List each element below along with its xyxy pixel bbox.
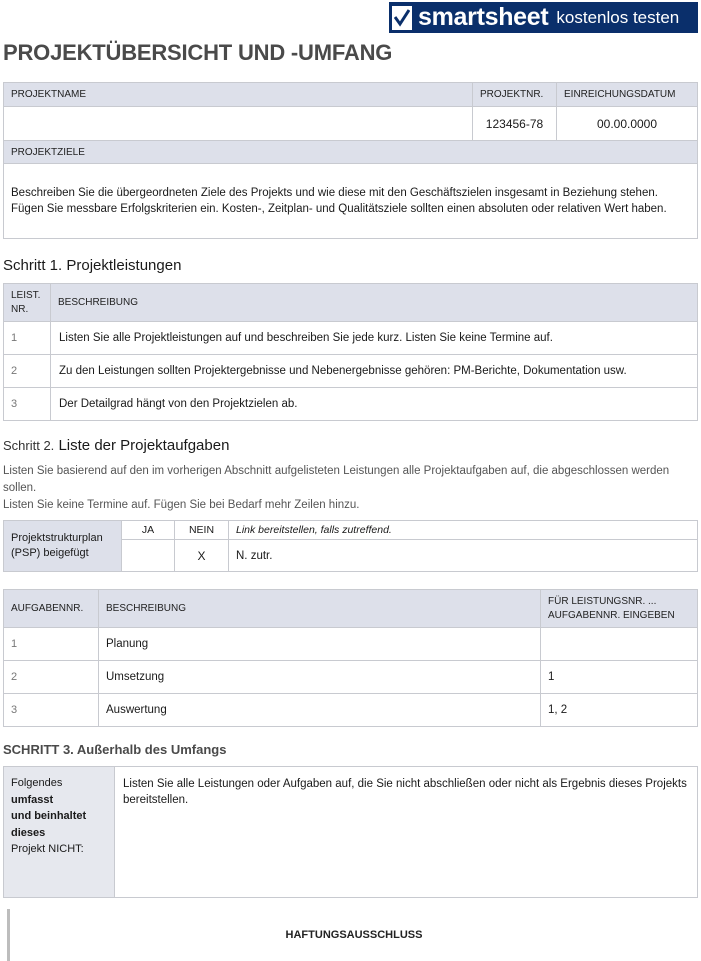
task-num-header: AUFGABENNR. bbox=[4, 590, 99, 628]
step2-intro-line1: Listen Sie basierend auf den im vorherigen Abschnitt aufgelisteten Leistungen alle Projektaufgaben auf, die abgeschlossen werden sollen. bbox=[3, 465, 670, 494]
table-row bbox=[4, 388, 698, 421]
out-of-scope-label-line: Folgendes bbox=[11, 777, 63, 789]
task-desc-header: BESCHREIBUNG bbox=[99, 590, 541, 628]
task-num: 1 bbox=[4, 628, 99, 661]
tasks-table bbox=[3, 589, 698, 727]
psp-yes-field[interactable] bbox=[122, 540, 175, 572]
project-name-field[interactable] bbox=[4, 107, 473, 141]
psp-table bbox=[3, 520, 698, 572]
psp-label: Projektstrukturplan (PSP) beigefügt bbox=[4, 521, 122, 572]
out-of-scope-label-line: dieses bbox=[11, 826, 46, 839]
deliverable-num: 3 bbox=[4, 388, 51, 421]
step2-intro bbox=[3, 463, 698, 514]
task-desc[interactable]: Planung bbox=[99, 628, 541, 661]
step3-heading: SCHRITT 3. Außerhalb des Umfangs bbox=[3, 742, 227, 757]
step2-heading bbox=[3, 437, 229, 454]
deliverable-num: 1 bbox=[4, 322, 51, 355]
project-no-field[interactable]: 123456-78 bbox=[473, 107, 557, 141]
brand-name: smartsheet bbox=[418, 3, 549, 31]
task-desc[interactable]: Auswertung bbox=[99, 694, 541, 727]
table-row bbox=[4, 322, 698, 355]
deliverable-desc[interactable]: Listen Sie alle Projektleistungen auf und beschreiben Sie jede kurz. Listen Sie keine Termine auf. bbox=[51, 322, 698, 355]
page-title: PROJEKTÜBERSICHT UND -UMFANG bbox=[3, 40, 393, 65]
task-num: 3 bbox=[4, 694, 99, 727]
smartsheet-logo-icon bbox=[392, 6, 412, 30]
project-goals-header: PROJEKTZIELE bbox=[4, 141, 698, 164]
project-name-header: PROJEKTNAME bbox=[4, 83, 473, 107]
table-row bbox=[4, 661, 698, 694]
smartsheet-banner[interactable] bbox=[389, 2, 698, 33]
out-of-scope-label-line: und beinhaltet bbox=[11, 810, 87, 822]
task-ref-header: FÜR LEISTUNGSNR. ... AUFGABENNR. EINGEBEN bbox=[541, 590, 698, 628]
out-of-scope-label-line: umfasst bbox=[11, 793, 54, 806]
psp-yes-header: JA bbox=[122, 521, 175, 540]
deliverable-num-header: LEIST. NR. bbox=[4, 284, 51, 322]
table-row bbox=[4, 694, 698, 727]
disclaimer-heading: HAFTUNGSAUSSCHLUSS bbox=[285, 929, 423, 941]
project-overview-table bbox=[3, 82, 698, 239]
step2-heading-prefix: Schritt 2. bbox=[3, 438, 55, 453]
deliverable-num: 2 bbox=[4, 355, 51, 388]
out-of-scope-label bbox=[4, 767, 115, 898]
step2-intro-line2: Listen Sie keine Termine auf. Fügen Sie bei Bedarf mehr Zeilen hinzu. bbox=[3, 499, 360, 511]
table-row bbox=[4, 628, 698, 661]
out-of-scope-field[interactable]: Listen Sie alle Leistungen oder Aufgaben auf, die Sie nicht abschließen oder nicht als Ergebnis dieses Projekts bereitstellen. bbox=[115, 767, 698, 898]
submission-date-header: EINREICHUNGSDATUM bbox=[557, 83, 698, 107]
project-no-header: PROJEKTNR. bbox=[473, 83, 557, 107]
psp-no-field[interactable]: X bbox=[175, 540, 229, 572]
psp-link-hint: Link bereitstellen, falls zutreffend. bbox=[229, 521, 698, 540]
deliverable-desc-header: BESCHREIBUNG bbox=[51, 284, 698, 322]
out-of-scope-table bbox=[3, 766, 698, 898]
out-of-scope-label-line: Projekt NICHT: bbox=[11, 843, 84, 855]
task-ref[interactable]: 1 bbox=[541, 661, 698, 694]
disclaimer-box bbox=[7, 909, 698, 961]
psp-link-field[interactable]: N. zutr. bbox=[229, 540, 698, 572]
psp-no-header: NEIN bbox=[175, 521, 229, 540]
free-trial-link[interactable]: kostenlos testen bbox=[556, 7, 680, 27]
task-ref[interactable] bbox=[541, 628, 698, 661]
step2-heading-main: Liste der Projektaufgaben bbox=[58, 437, 230, 454]
project-goals-field[interactable]: Beschreiben Sie die übergeordneten Ziele des Projekts und wie diese mit den Geschäftszielen insgesamt in Beziehung stehen. Fügen Sie messbare Erfolgskriterien ein. Kosten-, Zeitplan- und Qualitätsziele sollten einen absoluten oder relativen Wert haben. bbox=[4, 164, 698, 239]
deliverables-table bbox=[3, 283, 698, 421]
step1-heading: Schritt 1. Projektleistungen bbox=[3, 257, 182, 274]
task-desc[interactable]: Umsetzung bbox=[99, 661, 541, 694]
task-num: 2 bbox=[4, 661, 99, 694]
submission-date-field[interactable]: 00.00.0000 bbox=[557, 107, 698, 141]
table-row bbox=[4, 355, 698, 388]
deliverable-desc[interactable]: Zu den Leistungen sollten Projektergebnisse und Nebenergebnisse gehören: PM-Berichte, Dokumentation usw. bbox=[51, 355, 698, 388]
deliverable-desc[interactable]: Der Detailgrad hängt von den Projektzielen ab. bbox=[51, 388, 698, 421]
task-ref[interactable]: 1, 2 bbox=[541, 694, 698, 727]
